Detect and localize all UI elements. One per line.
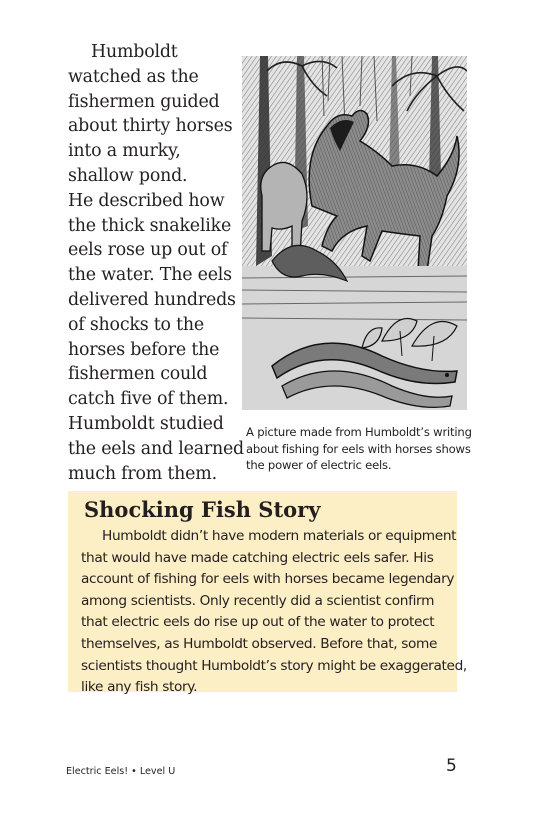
main-line: watched as the xyxy=(68,66,199,87)
main-line: catch five of them. xyxy=(68,389,229,410)
main-line: the water. The eels xyxy=(68,265,232,286)
main-line: fishermen could xyxy=(68,364,208,385)
sidebar-line: Humboldt didn’t have modern materials or equipment xyxy=(102,528,457,544)
sidebar-line: that electric eels do rise up out of the water to protect xyxy=(81,614,435,631)
main-line: fishermen guided xyxy=(68,91,220,112)
footer-book-title: Electric Eels! • Level U xyxy=(66,766,176,777)
sidebar-line: that would have made catching electric eels safer. His xyxy=(81,549,434,566)
caption-line: A picture made from Humboldt’s writing xyxy=(246,425,472,439)
horses-and-eels-engraving xyxy=(242,56,467,410)
sidebar-line: account of fishing for eels with horses became legendary xyxy=(81,571,455,588)
illustration-caption xyxy=(246,424,471,474)
sidebar-line: themselves, as Humboldt observed. Before that, some xyxy=(81,635,438,652)
main-line: He described how xyxy=(68,190,225,211)
main-line: the eels and learned xyxy=(68,438,244,459)
main-line: of shocks to the xyxy=(68,314,205,335)
sidebar-line: among scientists. Only recently did a scientist confirm xyxy=(81,592,435,609)
sidebar-line: scientists thought Humboldt’s story might be exaggerated, xyxy=(81,657,467,674)
main-line: into a murky, xyxy=(68,141,181,162)
main-paragraph xyxy=(68,40,244,486)
main-line: horses before the xyxy=(68,339,220,360)
sidebar-text xyxy=(81,526,467,699)
main-line: Humboldt studied xyxy=(68,413,224,434)
page-number: 5 xyxy=(446,756,457,776)
sidebar-title: Shocking Fish Story xyxy=(84,497,321,522)
caption-line: about fishing for eels with horses shows xyxy=(246,441,471,456)
main-line: delivered hundreds xyxy=(68,289,236,310)
sidebar-box xyxy=(68,491,467,696)
main-line: eels rose up out of xyxy=(68,240,228,261)
main-line: shallow pond. xyxy=(68,165,188,186)
sidebar-line: like any fish story. xyxy=(81,679,198,696)
main-line: the thick snakelike xyxy=(68,215,232,236)
main-line: Humboldt xyxy=(91,42,178,62)
caption-line: the power of electric eels. xyxy=(246,458,392,473)
main-line: about thirty horses xyxy=(68,116,233,137)
main-line: much from them. xyxy=(68,463,217,484)
